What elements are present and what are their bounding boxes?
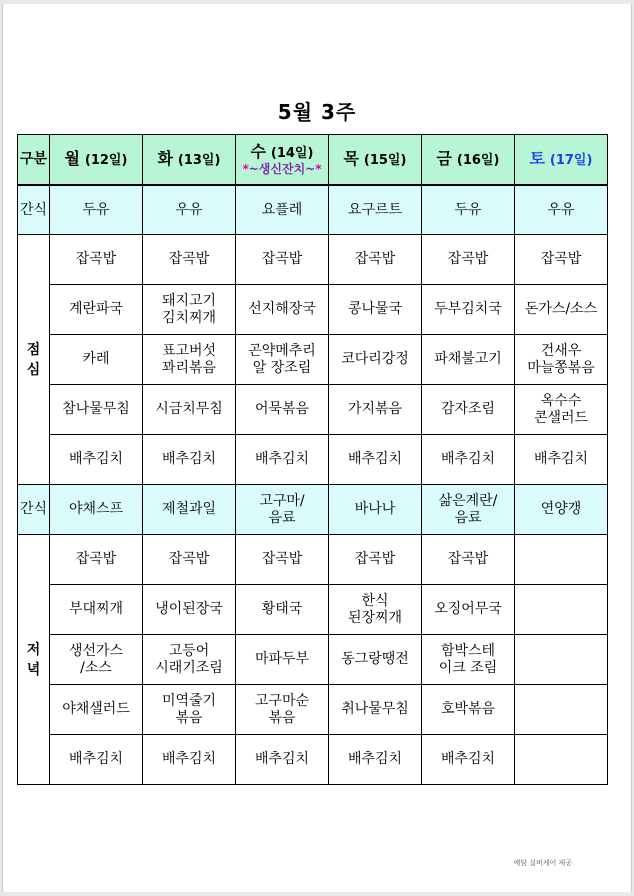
lunch-item: [236, 335, 329, 385]
day-label: [436, 149, 500, 168]
day-header-5: [515, 135, 608, 186]
dinner-row: [18, 535, 608, 585]
dinner-item: [236, 585, 329, 635]
lunch-item: 배추김치: [143, 435, 236, 485]
star-mark: *: [242, 162, 249, 176]
lunch-item: [236, 285, 329, 335]
menu-item-line: 참나물무침: [62, 401, 130, 417]
day-label: [529, 149, 593, 168]
dinner-item: [50, 685, 143, 735]
lunch-item: [422, 385, 515, 435]
day-date: (13일): [177, 153, 221, 168]
lunch-item: [143, 335, 236, 385]
menu-item-line: 시금치무침: [155, 401, 223, 417]
snack-pm-label: 간식: [18, 485, 50, 535]
dinner-item: [515, 635, 608, 685]
lunch-item: [329, 385, 422, 435]
snack-am-item: 우유: [515, 185, 608, 235]
menu-item-line: 콩나물국: [347, 301, 403, 317]
dinner-item: [236, 685, 329, 735]
menu-item-line: 고구마순: [254, 692, 310, 709]
menu-item-line: 마늘쫑볶음: [527, 359, 595, 376]
star-mark: *: [315, 162, 322, 176]
day-header-4: [422, 135, 515, 186]
dinner-row: [18, 635, 608, 685]
snack-pm-item: [50, 485, 143, 535]
day-label: [343, 149, 407, 168]
lunch-item: [50, 385, 143, 435]
dinner-label-char: 저: [26, 641, 41, 658]
dinner-row: [18, 585, 608, 635]
lunch-item: [515, 385, 608, 435]
menu-item-line: 야채스프: [68, 501, 124, 517]
menu-item-line: 가지볶음: [347, 401, 403, 417]
dinner-item: [515, 535, 608, 585]
day-name: 목: [343, 149, 360, 168]
day-name: 화: [157, 149, 174, 168]
snack-pm-item: [515, 485, 608, 535]
lunch-row: [18, 435, 608, 485]
snack-pm-item: [422, 485, 515, 535]
dinner-item: [329, 585, 422, 635]
day-header-1: [143, 135, 236, 186]
weekly-meal-table: [17, 134, 608, 785]
snack-am-item: 요플레: [236, 185, 329, 235]
header-corner: 구분: [18, 135, 50, 186]
menu-item-line: 코다리강정: [341, 351, 409, 367]
menu-item-line: 콘샐러드: [533, 409, 589, 426]
dinner-item: 잡곡밥: [422, 535, 515, 585]
menu-item-line: 제철과일: [161, 501, 217, 517]
dinner-item: [515, 585, 608, 635]
day-header-3: [329, 135, 422, 186]
lunch-item: 잡곡밥: [143, 235, 236, 285]
lunch-item: 배추김치: [50, 435, 143, 485]
menu-item-line: 냉이된장국: [155, 601, 223, 617]
menu-item-line: 볶음: [175, 709, 203, 726]
menu-item-line: 음료: [268, 509, 296, 526]
menu-item-line: 감자조림: [440, 401, 496, 417]
day-name: 토: [529, 149, 546, 168]
lunch-item: [236, 385, 329, 435]
day-date: (12일): [84, 153, 128, 168]
menu-item-line: 취나물무침: [341, 701, 409, 717]
dinner-item: [50, 585, 143, 635]
menu-item-line: 미역줄기: [161, 692, 217, 709]
day-label: [157, 149, 221, 168]
menu-item-line: 꽈리볶음: [161, 359, 217, 376]
day-label: [250, 142, 314, 161]
dinner-item: [143, 585, 236, 635]
menu-item-line: 연양갱: [540, 501, 582, 517]
lunch-row: [18, 235, 608, 285]
footer-credit: 예담 실버케어 제공: [513, 859, 572, 867]
lunch-item: [515, 335, 608, 385]
lunch-item: 배추김치: [236, 435, 329, 485]
lunch-item: 배추김치: [515, 435, 608, 485]
menu-item-line: 두부김치국: [434, 301, 502, 317]
menu-title: 5월 3주: [277, 100, 357, 124]
menu-item-line: 김치찌개: [161, 309, 217, 326]
snack-am-item: 두유: [50, 185, 143, 235]
dinner-item: 잡곡밥: [236, 535, 329, 585]
birthday-party-note: [236, 162, 328, 176]
menu-item-line: 볶음: [268, 709, 296, 726]
day-name: 금: [436, 149, 453, 168]
snack-pm-item: [143, 485, 236, 535]
dinner-item: [422, 635, 515, 685]
menu-item-line: 바나나: [354, 501, 396, 517]
dinner-item: 배추김치: [236, 735, 329, 785]
snack-am-item: 요구르트: [329, 185, 422, 235]
menu-item-line: 마파두부: [254, 651, 310, 667]
dinner-row: [18, 685, 608, 735]
menu-item-line: 돈가스/소스: [524, 301, 598, 317]
lunch-item: 잡곡밥: [515, 235, 608, 285]
day-name: 수: [250, 142, 267, 161]
lunch-row: [18, 385, 608, 435]
lunch-item: 배추김치: [329, 435, 422, 485]
menu-item-line: 야채샐러드: [62, 701, 130, 717]
lunch-item: [50, 335, 143, 385]
day-date: (14일): [270, 146, 314, 161]
lunch-label-char: 심: [26, 361, 41, 378]
menu-item-line: 옥수수: [540, 392, 582, 409]
menu-item-line: 고구마/: [259, 492, 305, 509]
lunch-row: [18, 335, 608, 385]
snack-am-label: 간식: [18, 185, 50, 235]
lunch-item: [143, 385, 236, 435]
menu-item-line: 삶은계란/: [438, 492, 498, 509]
dinner-item: 배추김치: [50, 735, 143, 785]
menu-item-line: 된장찌개: [347, 609, 403, 626]
lunch-label: [18, 235, 50, 485]
day-date: (15일): [363, 153, 407, 168]
menu-item-line: 이크 조림: [438, 659, 498, 676]
dinner-item: [143, 685, 236, 735]
menu-item-line: 고등어: [168, 642, 210, 659]
dinner-label: [18, 535, 50, 785]
lunch-item: 잡곡밥: [422, 235, 515, 285]
menu-item-line: /소스: [80, 659, 112, 676]
menu-item-line: 시래기조림: [155, 659, 223, 676]
dinner-item: [329, 635, 422, 685]
day-header-2: [236, 135, 329, 186]
day-label: [64, 149, 128, 168]
menu-item-line: 생선가스: [68, 642, 124, 659]
day-date: (16일): [456, 153, 500, 168]
lunch-item: [50, 285, 143, 335]
snack-pm-item: [329, 485, 422, 535]
lunch-item: 잡곡밥: [50, 235, 143, 285]
lunch-label-char: 점: [26, 341, 41, 358]
menu-item-line: 곤약메추리: [248, 342, 316, 359]
snack-pm-row: [18, 485, 608, 535]
menu-item-line: 표고버섯: [161, 342, 217, 359]
dinner-item: 잡곡밥: [329, 535, 422, 585]
dinner-row: [18, 735, 608, 785]
lunch-item: [515, 285, 608, 335]
day-name: 월: [64, 149, 81, 168]
lunch-row: [18, 285, 608, 335]
menu-item-line: 어묵볶음: [254, 401, 310, 417]
dinner-label-char: 녁: [26, 661, 41, 678]
lunch-item: [422, 285, 515, 335]
lunch-item: [329, 335, 422, 385]
dinner-item: [50, 635, 143, 685]
menu-item-line: 동그랑땡전: [341, 651, 409, 667]
dinner-item: [422, 585, 515, 635]
day-header-0: [50, 135, 143, 186]
menu-item-line: 건새우: [540, 342, 582, 359]
lunch-item: 배추김치: [422, 435, 515, 485]
party-text: ~생신잔치~: [248, 162, 316, 176]
menu-item-line: 계란파국: [68, 301, 124, 317]
menu-item-line: 호박볶음: [440, 701, 496, 717]
dinner-item: [422, 685, 515, 735]
lunch-item: [329, 285, 422, 335]
dinner-item: 잡곡밥: [143, 535, 236, 585]
lunch-item: [143, 285, 236, 335]
menu-item-line: 함박스테: [440, 642, 496, 659]
dinner-item: [236, 635, 329, 685]
menu-item-line: 알 장조림: [252, 359, 312, 376]
dinner-item: 배추김치: [329, 735, 422, 785]
dinner-item: [329, 685, 422, 735]
header-row: [18, 135, 608, 186]
lunch-item: [422, 335, 515, 385]
menu-item-line: 카레: [82, 351, 110, 367]
day-date: (17일): [549, 153, 593, 168]
menu-item-line: 선지해장국: [248, 301, 316, 317]
dinner-item: 배추김치: [422, 735, 515, 785]
snack-am-item: 두유: [422, 185, 515, 235]
menu-item-line: 황태국: [261, 601, 303, 617]
dinner-item: 배추김치: [143, 735, 236, 785]
snack-pm-item: [236, 485, 329, 535]
dinner-item: 잡곡밥: [50, 535, 143, 585]
menu-item-line: 부대찌개: [68, 601, 124, 617]
menu-item-line: 돼지고기: [161, 292, 217, 309]
dinner-item: [515, 735, 608, 785]
menu-item-line: 파채불고기: [434, 351, 502, 367]
snack-am-item: 우유: [143, 185, 236, 235]
snack-am-row: [18, 185, 608, 235]
lunch-item: 잡곡밥: [236, 235, 329, 285]
menu-item-line: 오징어무국: [434, 601, 502, 617]
lunch-item: 잡곡밥: [329, 235, 422, 285]
menu-item-line: 한식: [361, 592, 389, 609]
menu-item-line: 음료: [454, 509, 482, 526]
dinner-item: [143, 635, 236, 685]
dinner-item: [515, 685, 608, 735]
